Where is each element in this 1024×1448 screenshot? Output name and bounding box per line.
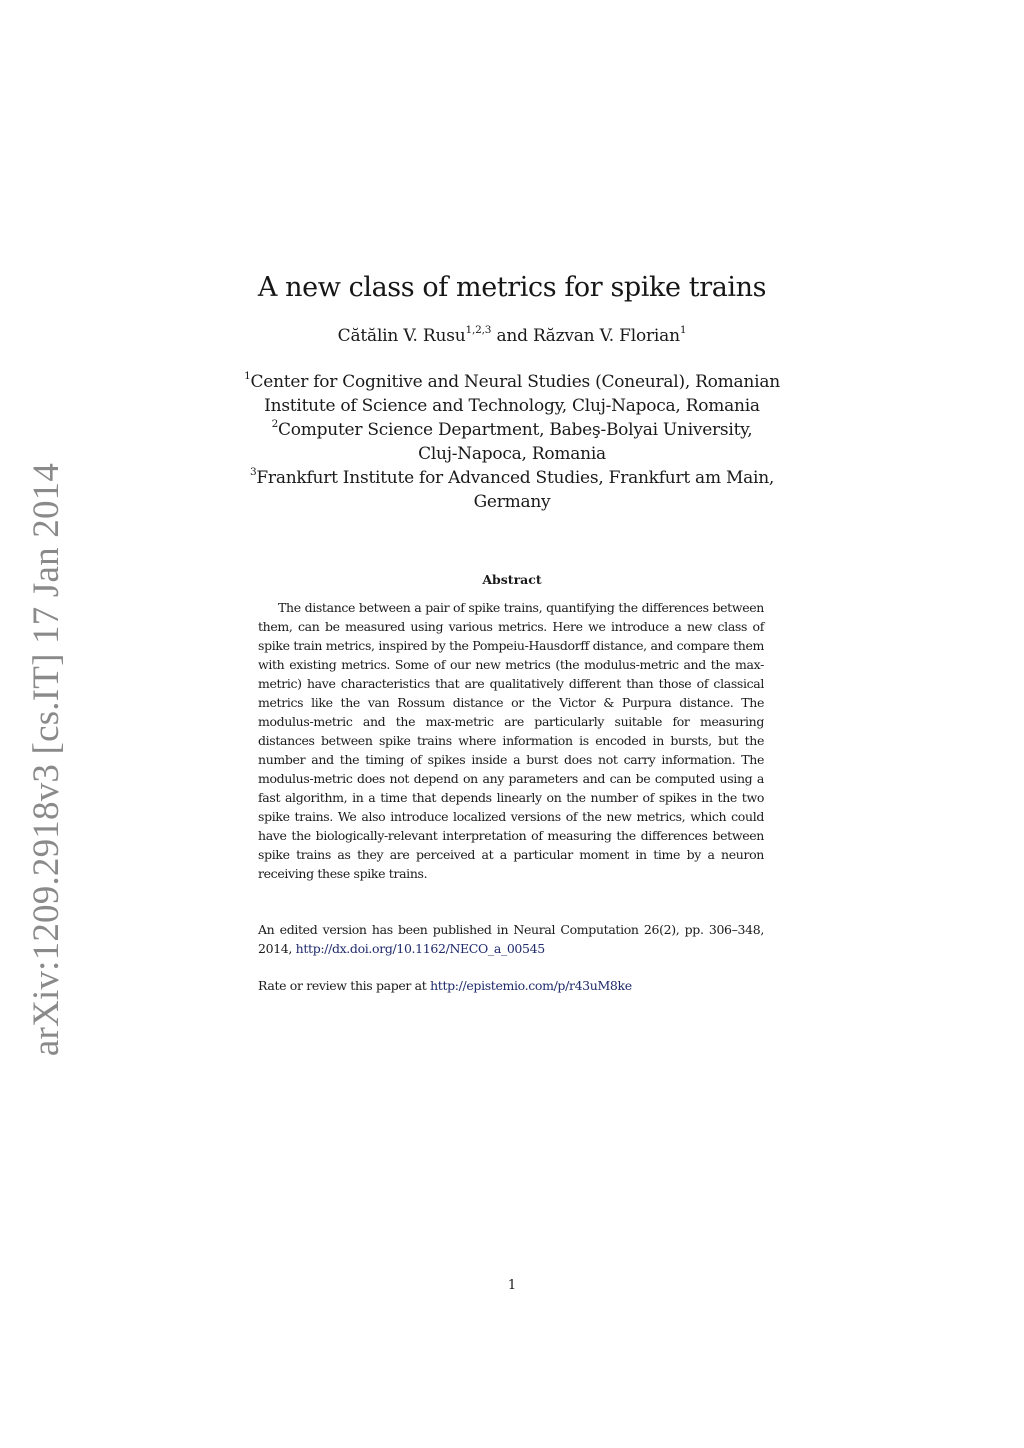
arxiv-identifier-stamp (26, 462, 68, 1056)
paper-title: A new class of metrics for spike trains (257, 272, 767, 303)
affiliations-block (0, 370, 1024, 514)
author-1-name: Cătălin V. Rusu (337, 326, 466, 346)
abstract-heading: Abstract (482, 572, 542, 587)
publication-note (258, 920, 764, 958)
abstract-paragraph: The distance between a pair of spike trains, quantifying the differences between them, can be measured using various metrics. Here we introduce a new class of spike train metrics, inspired by the Pompeiu-Hausdorff distance, and compare them with existing metrics. Some of our new metrics (the modulus-metric and the max-metric) have characteristics that are qualitatively different than those of classical metrics like the van Rossum distance or the Victor & Purpura distance. The modulus-metric and the max-metric are particularly suitable for measuring distances between spike trains where information is encoded in bursts, but the number and the timing of spikes inside a burst does not carry information. The modulus-metric does not depend on any parameters and can be computed using a fast algorithm, in a time that depends linearly on the number of spikes in the two spike trains. We also introduce localized versions of the new metrics, which could have the biologically-relevant interpretation of measuring the differences between spike trains as they are perceived at a particular moment in time by a neuron receiving these spike trains. (258, 600, 764, 881)
affiliation-2-line-1 (0, 418, 1024, 442)
review-note-text: Rate or review this paper at (258, 978, 427, 993)
author-conjunction: and (496, 326, 528, 346)
affiliation-1-line-2: Institute of Science and Technology, Cluj-Napoca, Romania (264, 396, 760, 416)
review-note (258, 976, 764, 995)
affiliation-3-text-1: Frankfurt Institute for Advanced Studies, Frankfurt am Main, (256, 468, 775, 488)
author-2-affiliation-marks: 1 (679, 324, 687, 337)
affiliation-3-mark: 3 (249, 466, 257, 479)
affiliation-3-line-2: Germany (473, 492, 551, 512)
affiliation-2-mark: 2 (271, 418, 278, 431)
arxiv-identifier-text: arXiv:1209.2918v3 [cs.IT] 17 Jan 2014 (26, 462, 68, 1056)
affiliation-1-mark: 1 (244, 370, 251, 383)
affiliation-1-line-1 (0, 370, 1024, 394)
doi-link[interactable]: http://dx.doi.org/10.1162/NECO_a_00545 (295, 941, 545, 956)
author-1-affiliation-marks: 1,2,3 (465, 324, 492, 337)
author-line (0, 326, 1024, 346)
abstract-body (258, 598, 764, 883)
affiliation-3-line-1 (0, 466, 1024, 490)
affiliation-2-line-2: Cluj-Napoca, Romania (418, 444, 606, 464)
author-2-name: Răzvan V. Florian (533, 326, 680, 346)
epistemio-link[interactable]: http://epistemio.com/p/r43uM8ke (430, 978, 632, 993)
page-number: 1 (507, 1278, 517, 1293)
affiliation-2-text-1: Computer Science Department, Babeş-Bolyai University, (278, 420, 753, 440)
publication-note-text: An edited version has been published in Neural Computation 26(2), pp. 306–348, 2014, (258, 922, 764, 956)
affiliation-1-text-1: Center for Cognitive and Neural Studies (Coneural), Romanian (250, 372, 780, 392)
